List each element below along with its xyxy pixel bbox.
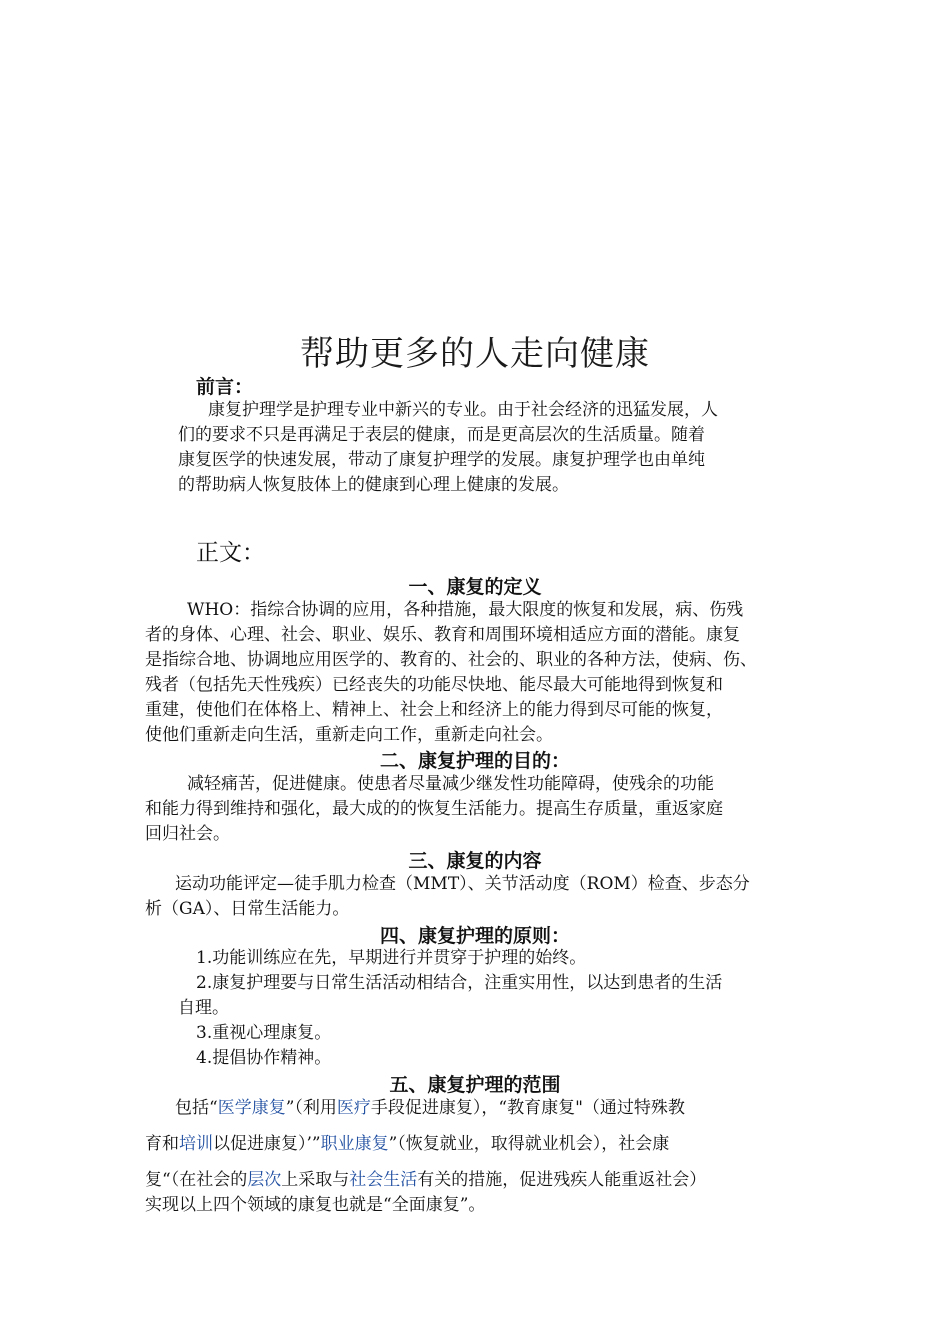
section-3-heading: 三、康复的内容 [408, 850, 542, 872]
s4-item: 3.重视心理康复。 [196, 1023, 332, 1043]
s4-item: 1.功能训练应在先，早期进行并贯穿于护理的始终。 [196, 948, 587, 968]
s5-text: 手段促进康复），“教育康复"（通过特殊教 [370, 1098, 685, 1118]
s5-text: 上采取与 [281, 1170, 350, 1190]
s4-item: 自理。 [178, 998, 229, 1018]
preface-line: 康复医学的快速发展，带动了康复护理学的发展。康复护理学也由单纯 [178, 450, 705, 470]
preface-line: 们的要求不只是再满足于表层的健康，而是更高层次的生活质量。随着 [178, 425, 705, 445]
preface-heading: 前言： [196, 376, 254, 398]
s5-text: ”（利用 [285, 1098, 337, 1118]
s5-text: 有关的措施，促进残疾人能重返社会） [417, 1170, 707, 1190]
body-heading: 正文： [196, 540, 265, 566]
s5-text: 育和 [145, 1134, 179, 1154]
s1-line: 是指综合地、协调地应用医学的、教育的、社会的、职业的各种方法，使病、伤、 [145, 650, 757, 670]
section-5-heading: 五、康复护理的范围 [389, 1074, 561, 1096]
s5-line: 实现以上四个领域的康复也就是“全面康复”。 [145, 1195, 486, 1215]
section-1-heading: 一、康复的定义 [408, 576, 542, 598]
section-4-heading: 四、康复护理的原则： [379, 925, 570, 947]
s5-text: 复“（在社会的 [145, 1170, 248, 1190]
s5-line [145, 1132, 669, 1157]
s5-text: 包括“ [175, 1098, 218, 1118]
s1-line: WHO：指综合协调的应用，各种措施，最大限度的恢复和发展，病、伤残 [187, 600, 744, 620]
s2-line: 减轻痛苦，促进健康。使患者尽量减少继发性功能障碍，使残余的功能 [187, 774, 714, 794]
link-social-life[interactable]: 社会生活 [349, 1170, 418, 1190]
s5-text: ”（恢复就业，取得就业机会），社会康 [388, 1134, 670, 1154]
page-title: 帮助更多的人走向健康 [300, 334, 650, 374]
link-training[interactable]: 培训 [179, 1134, 213, 1154]
s4-item: 4.提倡协作精神。 [196, 1048, 332, 1068]
link-vocational-rehab[interactable]: 职业康复 [320, 1134, 389, 1154]
preface-line: 康复护理学是护理专业中新兴的专业。由于社会经济的迅猛发展，人 [208, 400, 718, 420]
s2-line: 和能力得到维持和强化，最大成的的恢复生活能力。提高生存质量，重返家庭 [145, 799, 723, 819]
preface-line: 的帮助病人恢复肢体上的健康到心理上健康的发展。 [178, 475, 569, 495]
s3-line: 运动功能评定—徒手肌力检查（MMT）、关节活动度（ROM）检查、步态分 [175, 874, 750, 894]
s5-line [145, 1168, 706, 1193]
link-medical-treatment[interactable]: 医疗 [336, 1098, 371, 1118]
s2-line: 回归社会。 [145, 824, 230, 844]
s1-line: 使他们重新走向生活，重新走向工作，重新走向社会。 [145, 725, 553, 745]
s3-line: 析（GA）、日常生活能力。 [145, 899, 350, 919]
section-2-heading: 二、康复护理的目的： [379, 750, 570, 772]
s1-line: 重建，使他们在体格上、精神上、社会上和经济上的能力得到尽可能的恢复， [145, 700, 723, 720]
s4-item: 2.康复护理要与日常生活活动相结合，注重实用性，以达到患者的生活 [196, 973, 723, 993]
s1-line: 残者（包括先天性残疾）已经丧失的功能尽快地、能尽最大可能地得到恢复和 [145, 675, 723, 695]
s5-text: 以促进康复）’” [213, 1134, 321, 1154]
s1-line: 者的身体、心理、社会、职业、娱乐、教育和周围环境相适应方面的潜能。康复 [145, 625, 740, 645]
link-medical-rehab[interactable]: 医学康复 [217, 1098, 286, 1118]
link-level[interactable]: 层次 [247, 1170, 282, 1190]
s5-line [175, 1096, 685, 1121]
